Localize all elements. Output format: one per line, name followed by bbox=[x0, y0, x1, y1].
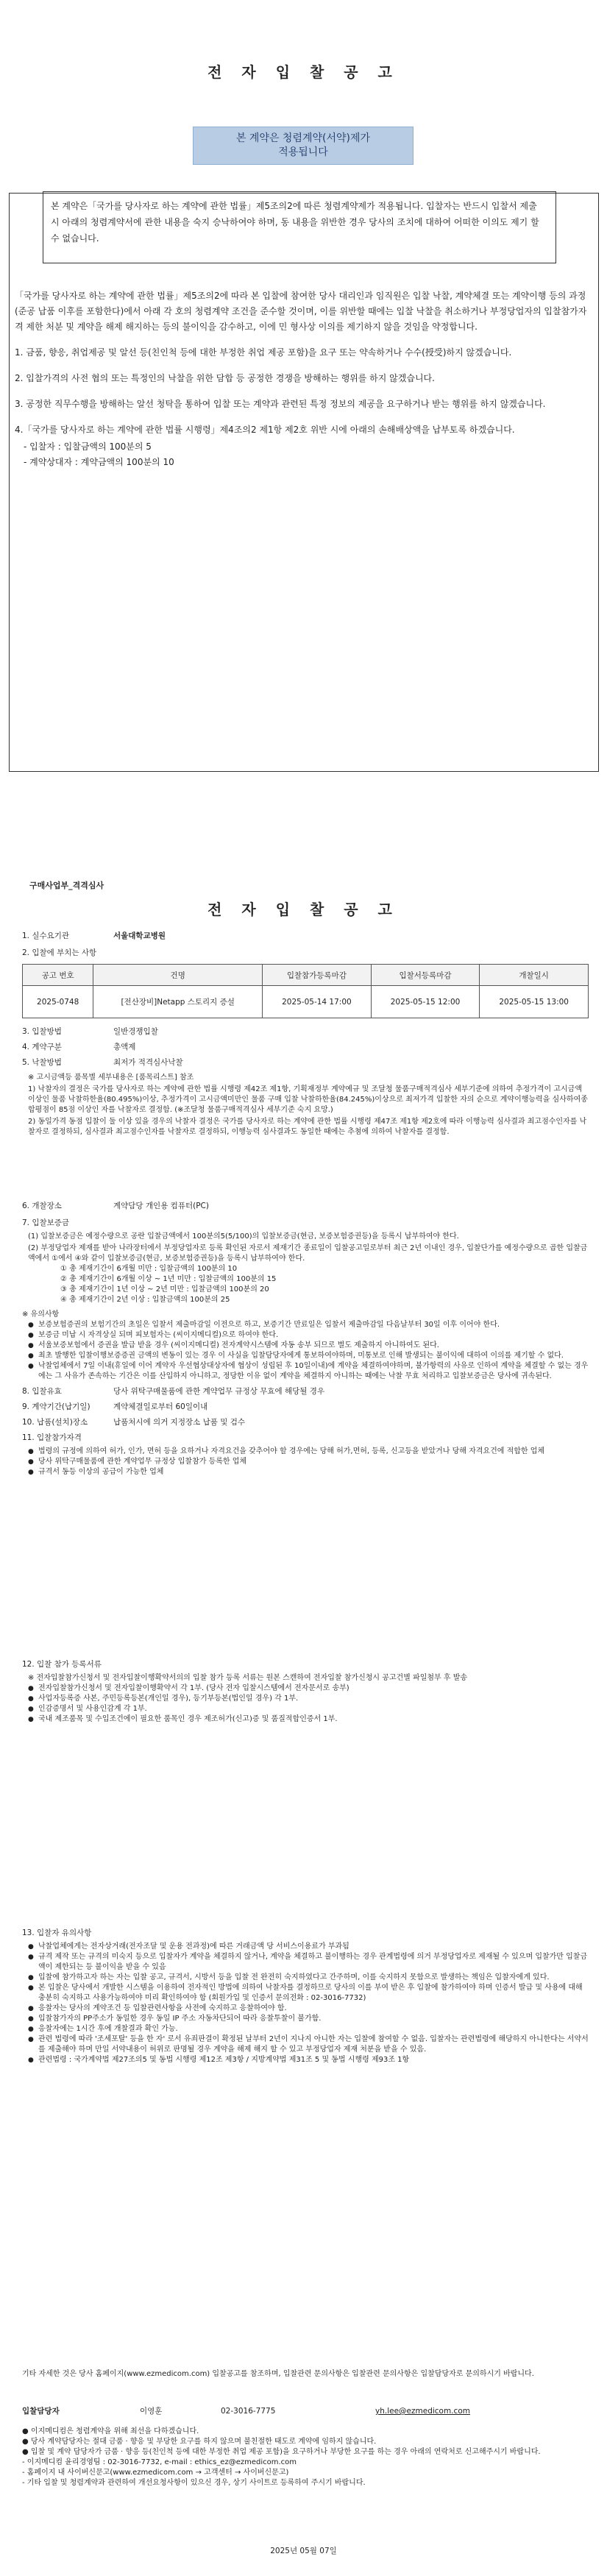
method-section bbox=[22, 1026, 589, 1138]
footer-item-2: ● 당사 계약담당자는 절대 금품 · 향응 및 부당한 요구를 하지 않으며 불친절한 태도로 계약에 임하지 않습니다. bbox=[22, 2438, 377, 2446]
s7-sub-3: ③ 총 제재기간이 1년 이상 ~ 2년 미만 : 입찰금액의 100분의 20 bbox=[60, 1285, 269, 1294]
s5-note: ※ 고시금액등 품목별 세부내용은 [품목리스트] 참조 bbox=[28, 1074, 194, 1082]
s13-item-7: ● 응찰자에는 1시간 후에 개찰결과 확인 가능. bbox=[28, 2024, 589, 2034]
s2-label: 2. 입찰에 부치는 사항 bbox=[22, 948, 97, 957]
s13-item-2: ● 규격 제작 또는 규격의 미숙지 등으로 입찰자가 계약을 체결하지 않거나, 계약을 체결하고 불이행하는 경우 관계법령에 의거 부정당업자로 제재될 수 있으며 입찰가만 입찰금액이 제한되는 등 불이익을 받을 수 있음 bbox=[28, 1952, 589, 1973]
schedule-table bbox=[22, 964, 589, 1018]
s9-value: 계약체결일로부터 60일이내 bbox=[113, 1402, 208, 1411]
pledge-item-2: 2. 입찰가격의 사전 협의 또는 특정인의 낙찰을 위한 담합 등 공정한 경쟁을 방해하는 행위를 하지 않겠습니다. bbox=[15, 373, 435, 383]
s13-item-6: ● 입찰참가자의 PP주소가 동일한 경우 동일 IP 주소 자동차단되어 따라 응찰투찰이 불가함. bbox=[28, 2014, 589, 2024]
s13-item-3: ● 입찰에 참가하고자 하는 자는 입찰 공고, 규격서, 시방서 등을 입찰 전 완전히 숙지하였다고 간주하며, 이를 숙지하지 못함으로 발생하는 책임은 입찰자에게 있다. bbox=[28, 1973, 589, 1983]
s4-value: 총액제 bbox=[113, 1043, 136, 1051]
s12-note: ※ 전자입찰참가신청서 및 전자입찰이행확약서의의 입찰 참가 등록 서류는 원본 스캔하여 전자입찰 참가신청시 공고건별 파일첨부 후 발송 bbox=[28, 1674, 468, 1682]
pledge-intro: 「국가를 당사자로 하는 계약에 관한 법률」제5조의2에 따라 본 입찰에 참여한 당사 대리인과 임직원은 입찰 낙찰, 계약체결 또는 계약이행 등의 과정(준공 납품 이후를 포함한다)에서 아래 각 호의 청렴계약 조건을 준수할 것이며, 이를 위반할 때에는 입찰 낙찰을 취소하거나 부정당업자의 입찰참가자격 제한 처분 및 계약을 해제 해지하는 등의 불이익을 감수하고, 이에 민 형사상 이의를 제기하지 않을 것임을 약정합니다. bbox=[15, 291, 587, 332]
pledge-item-3: 3. 공정한 직무수행을 방해하는 알선 청탁을 통하여 입찰 또는 계약과 관련된 특정 정보의 제공을 요구하거나 받는 행위를 하지 않겠습니다. bbox=[15, 399, 546, 409]
s7-note-4: ● 최초 발행한 입찰이행보증증권 금액의 변동이 있는 경우 이 사실을 입찰담당자에게 통보하여야하며, 미통보로 인해 발생되는 불이익에 대하여 이의를 제기할 수 없다. bbox=[28, 1351, 589, 1361]
s13-label: 13. 입찰자 유의사항 bbox=[22, 1929, 92, 1937]
contact-phone: 02-3016-7775 bbox=[221, 2407, 276, 2416]
contact-role: 입찰담당자 bbox=[22, 2407, 60, 2416]
s12-item-2: ● 사업자등록증 사본, 주민등록등본(개인일 경우), 등기부등본(법인일 경우) 각 1부. bbox=[28, 1694, 589, 1704]
contact-name: 이영훈 bbox=[140, 2407, 163, 2416]
s12-item-4: ● 국내 제조품목 및 수입조건에이 필요한 품목인 경우 제조허가(신고)증 및 품질적합인증서 1부. bbox=[28, 1714, 589, 1725]
s7-note-1: ● 보증보험증권의 보험기간의 초일은 입찰서 제출마감일 이전으로 하고, 보증기간 만료일은 입찰서 제출마감일 다음날부터 30일 이후 이어야 한다. bbox=[28, 1320, 589, 1330]
cell-title: [전산장비]Netapp 스토리지 증설 bbox=[93, 986, 263, 1018]
penalty-contractor: - 계약상대자 : 계약금액의 100분의 10 bbox=[24, 457, 174, 467]
cautions-section bbox=[22, 1928, 589, 2065]
s1-label: 1. 실수요기관 bbox=[22, 932, 70, 940]
document-date: 2025년 05월 07일 bbox=[270, 2547, 337, 2555]
s6-label: 6. 개찰장소 bbox=[22, 1202, 62, 1210]
pledge-page-title: 전 자 입 찰 공 고 bbox=[207, 63, 400, 81]
footer-item-4: - 이지메디컴 윤리경영팀 : 02-3016-7732, e-mail : ethics_ez@ezmedicom.com bbox=[22, 2458, 297, 2466]
deposit-section bbox=[22, 1201, 589, 1477]
footer-item-1: ● 이지메디컴은 청렴계약을 위해 최선을 다하겠습니다. bbox=[22, 2427, 199, 2435]
s13-item-5: ● 응찰자는 당사의 계약조건 등 입찰관련사항을 사전에 숙지하고 응찰하여야 함. bbox=[28, 2004, 589, 2014]
schedule-header-row bbox=[23, 965, 589, 986]
s7-label: 7. 입찰보증금 bbox=[22, 1218, 70, 1227]
banner-text: 본 계약은 청렴계약(서약)제가 적용됩니다 bbox=[235, 132, 371, 158]
footer-item-5: - 홈페이지 내 사이버신문고(www.ezmedicom.com → 고객센터 → 사이버신문고) bbox=[22, 2469, 289, 2477]
s6-value: 계약담당 개인용 컴퓨터(PC) bbox=[113, 1202, 209, 1210]
pledge-outer-frame bbox=[9, 193, 599, 772]
col-reg-deadline: 입찰참가등록마감 bbox=[263, 965, 372, 986]
s13-item-1: ● 낙찰업체에게는 전자상거래(전자조달 및 운용 전과정)에 따른 거래금액 당 서비스이용료가 부과됨 bbox=[28, 1942, 589, 1952]
footer-notices bbox=[22, 2427, 589, 2488]
contact-intro: 기타 자세한 것은 당사 홈페이지(www.ezmedicom.com) 입찰공고를 참조하며, 입찰관련 문의사항은 입찰관련 문의사항은 입찰담당자로 문의하시기 바랍니다. bbox=[22, 2370, 534, 2378]
s8-value: 당사 위탁구매물품에 관한 계약업무 규정상 무효에 해당될 경우 bbox=[113, 1387, 325, 1396]
table-row bbox=[23, 986, 589, 1018]
s9-label: 9. 계약기간(납기일) bbox=[22, 1402, 90, 1411]
s12-item-3: ● 인감증명서 및 사용인감계 각 1부. bbox=[28, 1704, 589, 1714]
s7-note-5: ● 낙찰업체에서 7일 이내(휴일에 이어 계약자 우선협상대상자에 협상이 성립된 후 10일이내)에 계약을 체결하여야하며, 불가항력의 사유로 인하여 계약을 체결할 수 없는 경우에는 그 사유가 존속하는 기간은 이를 산입하지 아니하고, 정당한 이유 없이 계약을 체결하지 아니하는 때에는 낙찰 무효 처리하고 입찰보증금은 당사에 귀속된다. bbox=[28, 1361, 589, 1382]
bid-page-title: 전 자 입 찰 공 고 bbox=[207, 901, 400, 918]
s13-item-4: ● 본 입찰은 당사에서 개발한 시스템을 이용하여 전자적인 방법에 의하여 낙찰자를 결정하므로 당사의 이를 부여 받은 후 입찰에 참가하여야 하며 인증서 발급 및 사용에 대해 충분히 숙지하고 사용가능하여야 미리 확인하여야 함 (회원가입 및 인증서 문의전화 : 02-3016-7732) bbox=[28, 1983, 589, 2004]
s13-item-9: ● 관련법령 : 국가계약법 제27조의5 및 동법 시행령 제12조 제3항 / 지방계약법 제31조 5 및 동법 시행령 제93조 1항 bbox=[28, 2055, 589, 2065]
documents-section bbox=[22, 1659, 589, 1725]
s3-label: 3. 입찰방법 bbox=[22, 1027, 62, 1036]
notice-text: 본 계약은「국가를 당사자로 하는 계약에 관한 법률」제5조의2에 따른 청렴계약제가 적용됩니다. 입찰자는 반드시 입찰서 제출 시 아래의 청렴계약서에 관한 내용을 숙지 승낙하여야 하며, 동 내용을 위반한 경우 당사의 조치에 대하여 어떠한 이의도 제기 할 수 없습니다. bbox=[51, 201, 539, 244]
contact-email[interactable]: yh.lee@ezmedicom.com bbox=[375, 2407, 470, 2416]
s11-item-1: ● 법령의 규정에 의하여 허가, 인가, 면허 등을 요하거나 자격요건을 갖추어야 할 경우에는 당해 허가,면허, 등록, 신고등을 받았거나 당해 자격요건에 적합한 업체 bbox=[28, 1447, 589, 1457]
s7-sub-4: ④ 총 제재기간이 2년 이상 : 입찰금액의 100분의 25 bbox=[60, 1296, 230, 1304]
footer-item-6: - 기타 입찰 및 청렴계약과 관련하여 개선요청사항이 있으신 경우, 상기 사이트로 등록하여 주시기 바랍니다. bbox=[22, 2479, 366, 2487]
s7-note-3: ● 서울보증보험에서 증권을 발급 받을 경우 (씨이지메디컬) 전자계약시스템에 자동 송부 되므로 별도 제출하지 아니하여도 된다. bbox=[28, 1341, 589, 1351]
cell-opening: 2025-05-15 13:00 bbox=[480, 986, 589, 1018]
penalty-bidder: - 입찰자 : 입찰금액의 100분의 5 bbox=[24, 441, 152, 452]
s11-item-2: ● 당사 위탁구매물품에 관한 계약업무 규정상 입찰참가 등록한 업체 bbox=[28, 1457, 589, 1467]
s7-note-2: ● 보증금 미납 시 자격상실 되며 피보험자는 (씨이지메디컬)으로 하여야 한다. bbox=[28, 1330, 589, 1341]
pledge-item-1: 1. 금품, 향응, 취업제공 및 알선 등(친인척 등에 대한 부정한 취업 제공 포함)을 요구 또는 약속하거나 수수(授受)하지 않겠습니다. bbox=[15, 347, 512, 358]
integrity-contract-banner bbox=[193, 127, 413, 165]
s5-item-2: 2) 동일가격 동점 입찰이 둘 이상 있을 경우의 낙찰자 결정은 국가를 당사자로 하는 계약에 관한 법률 시행령 제47조 제1항 제2호에 따라 이행능력 심사결과 최고점수인자를 낙찰자로 결정하되, 심사결과 최고점수인자를 낙찰자로 결정하되, 이행능력 심사결과도 동일한 때에는 추첨에 의하여 낙찰자를 결정함. bbox=[28, 1118, 587, 1136]
s5-label: 5. 낙찰방법 bbox=[22, 1058, 62, 1067]
col-bid-deadline: 입찰서등록마감 bbox=[371, 965, 480, 986]
s5-value: 최저가 적격심사낙찰 bbox=[113, 1058, 183, 1067]
pledge-item-4: 4.「국가를 당사자로 하는 계약에 관한 법률 시행령」제4조의2 제1항 제2호 위반 시에 아래의 손해배상액을 납부토록 하겠습니다. bbox=[15, 425, 515, 435]
s4-label: 4. 계약구분 bbox=[22, 1043, 62, 1051]
s7-sub-1: ① 총 제재기간이 6개월 미만 : 입찰금액의 100분의 10 bbox=[60, 1265, 238, 1273]
pledge-body bbox=[15, 288, 592, 470]
s12-label: 12. 입찰 참가 등록서류 bbox=[22, 1660, 102, 1669]
cell-notice-no: 2025-0748 bbox=[23, 986, 93, 1018]
cell-bid-deadline: 2025-05-15 12:00 bbox=[371, 986, 480, 1018]
s10-label: 10. 납품(설치)장소 bbox=[22, 1418, 88, 1427]
category-label: 구매사업부_격격심사 bbox=[29, 881, 104, 890]
contact-row bbox=[22, 2406, 589, 2417]
s13-item-8: ● 관련 법령에 따라 '조세포탈' 등을 한 자' 로서 유죄판결이 확정된 날부터 2년이 지나지 아니한 자는 입찰에 참여할 수 없음. 입찰자는 관련법령에 해당하지 아니한다는 서약서를 제출해야 하며 만일 서약내용이 허위로 판명될 경우 계약을 해제 해지 할 수 있고 부정당업자 제재 처분을 받을 수 있음. bbox=[28, 2034, 589, 2055]
s1-value: 서울대학교병원 bbox=[113, 932, 166, 940]
footer-item-3: ● 입찰 및 계약 담당자가 금품 · 향응 등(친인척 등에 대한 부정한 취업 제공 포함)을 요구하거나 부당한 요구를 하는 경우 아래의 연락처로 신고해주시기 바랍니다. bbox=[22, 2448, 541, 2456]
s7-item-2: (2) 부정당업자 제재를 받아 나라장터에서 부정당업자로 등록 확인된 자로서 제재기간 종료일이 입찰공고일로부터 최근 2년 이내인 경우, 입찰단가를 예정수량으로 곱한 입찰금액에서 ①에서 ④와 같이 입찰보증금(현금, 보증보험증권등)을 등록시 납부하여야 한다. bbox=[28, 1244, 588, 1263]
s11-label: 11. 입찰참가자격 bbox=[22, 1433, 82, 1442]
s7-item-1: (1) 입찰보증금은 예정수량으로 공란 입찰금액에서 100분의5(5/100)의 입찰보증금(현금, 보증보험증권등)을 등록시 납부하여야 한다. bbox=[28, 1232, 459, 1241]
s7-sub-2: ② 총 제재기간이 6개월 이상 ~ 1년 미만 : 입찰금액의 100분의 15 bbox=[60, 1275, 277, 1283]
s5-item-1: 1) 낙찰자의 결정은 국가를 당사자로 하는 계약에 관한 법률 시행령 제42조 제1항, 기획재정부 계약예규 및 조달청 물품구매적격심사 세부기준에 의하여 추정가격이 고시금액이상인 물품 낙찰하한율(80.495%)이상, 추정가격이 고시금액미만인 물품 구매 입찰 낙찰하한율(84.245%)이상으로 최저가격 입찰한 자의 순으로 계약이행능력을 심사하여종합평점이 85점 이상인 자를 낙찰자로 결정함. (※조달청 물품구매적격심사 세부기준 숙지 요망.) bbox=[28, 1085, 588, 1114]
notice-box bbox=[43, 191, 556, 263]
s8-label: 8. 입찰유효 bbox=[22, 1387, 62, 1396]
s11-item-3: ● 규격서 동등 이상의 공급이 가능한 업체 bbox=[28, 1467, 589, 1477]
cell-reg-deadline: 2025-05-14 17:00 bbox=[263, 986, 372, 1018]
s7-note-head: ※ 유의사항 bbox=[22, 1310, 60, 1319]
s12-item-1: ● 전자입찰참가신청서 및 전자입찰이행확약서 각 1부. (당사 전자 입찰시스템에서 전자문서로 송부) bbox=[28, 1683, 589, 1694]
bid-header-section bbox=[22, 931, 589, 959]
col-opening: 개찰일시 bbox=[480, 965, 589, 986]
s10-value: 납품처시에 의거 지정장소 납품 및 검수 bbox=[113, 1418, 245, 1427]
s3-value: 일반경쟁입찰 bbox=[113, 1027, 158, 1036]
col-notice-no: 공고 번호 bbox=[23, 965, 93, 986]
col-title: 건명 bbox=[93, 965, 263, 986]
